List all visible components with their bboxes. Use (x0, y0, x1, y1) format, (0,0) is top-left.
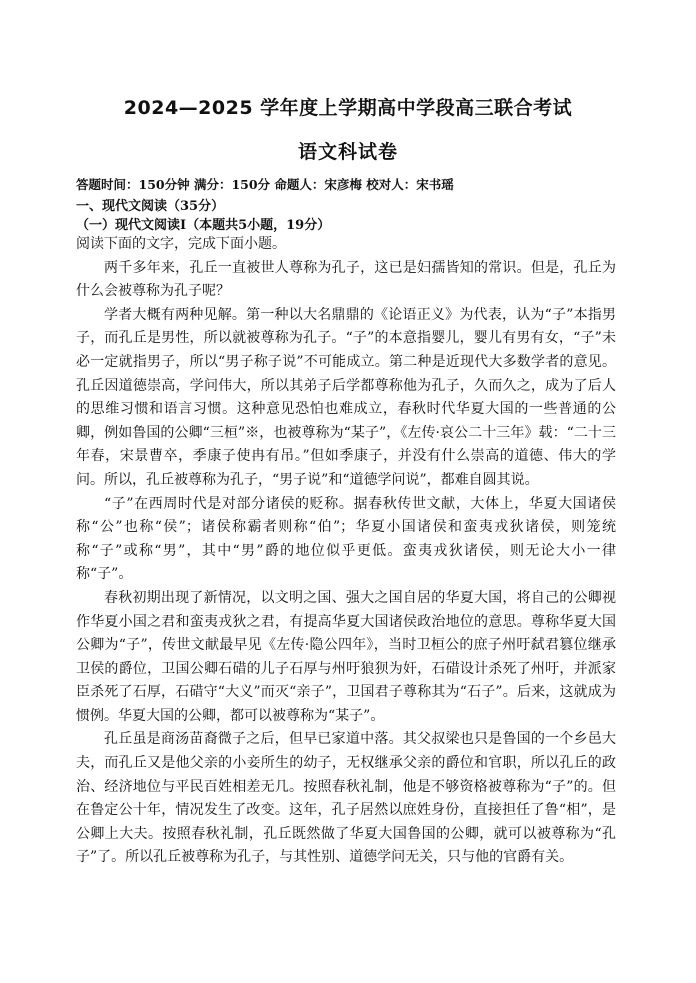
section-heading-part1-1: （一）现代文阅读Ⅰ（本题共5小题，19分） (76, 218, 331, 233)
exam-subtitle: 语文科试卷 (297, 141, 398, 163)
instruction-text: 阅读下面的文字，完成下面小题。 (76, 236, 286, 252)
passage-paragraph-4: 春秋初期出现了新情况，以文明之国、强大之国自居的华夏大国，将自己的公卿视作华夏小国之君和蛮夷戎狄之君，有提高华夏大国诸侯政治地位的意思。尊称华夏大国公卿为“子”，传世文献最早见《左传·隐公四年》，当时卫桓公的庶子州吁弑君篡位继承卫侯的爵位，卫国公卿石碏的儿子石厚与州吁狼狈为奸，石碏设计杀死了州吁，并派家臣杀死了石厚，石碏守“大义”而灭“亲子”，卫国君子尊称其为“石子”。后来，这就成为惯例。华夏大国的公卿，都可以被尊称为“某子”。 (76, 589, 616, 724)
exam-meta-info: 答题时间：150分钟 满分：150分 命题人：宋彦梅 校对人：宋书瑶 (76, 177, 454, 192)
passage-paragraph-5: 孔丘虽是商汤苗裔微子之后，但早已家道中落。其父叔梁也只是鲁国的一个乡邑大夫，而孔丘又是他父亲的小妾所生的幼子，无权继承父亲的爵位和官职，所以孔丘的政治、经济地位与平民百姓相差无几。按照春秋礼制，他是不够资格被尊称为“子”的。但在鲁定公十年，情况发生了改变。这年，孔子居然以庶姓身份，直接担任了鲁“相”，是公卿上大夫。按照春秋礼制，孔丘既然做了华夏大国鲁国的公卿，就可以被尊称为“孔子”了。所以孔丘被尊称为孔子，与其性别、道德学问无关，只与他的官爵有关。 (76, 731, 616, 866)
passage-paragraph-2: 学者大概有两种见解。第一种以大名鼎鼎的《论语正义》为代表，认为“子”本指男子，而孔丘是男性，所以就被尊称为孔子。“子”的本意指婴儿，婴儿有男有女，“子”未必一定就指男子，所以“男子称子说”不可能成立。第二种是近现代大多数学者的意见。孔丘因道德崇高，学问伟大，所以其弟子后学都尊称他为孔子，久而久之，成为了后人的思维习惯和语言习惯。这种意见恐怕也难成立，春秋时代华夏大国的一些普通的公卿，例如鲁国的公卿“三桓”※，也被尊称为“某子”，《左传·哀公二十三年》载：“二十三年春，宋景曹卒，季康子使冉有吊。”但如季康子，并没有什么崇高的道德、伟大的学问。所以，孔丘被尊称为孔子，“男子说”和“道德学问说”，都难自圆其说。 (76, 306, 616, 488)
section-heading-part1: 一、现代文阅读（35分） (76, 199, 225, 214)
passage-paragraph-1: 两千多年来，孔丘一直被世人尊称为孔子，这已是妇孺皆知的常识。但是，孔丘为什么会被尊称为孔子呢？ (76, 259, 616, 300)
reading-passage (76, 233, 616, 870)
passage-paragraph-3: “子”在西周时代是对部分诸侯的贬称。据春秋传世文献，大体上，华夏大国诸侯称“公”也称“侯”；诸侯称霸者则称“伯”；华夏小国诸侯和蛮夷戎狄诸侯，则笼统称“子”或称“男”，其中“男”爵的地位似乎更低。蛮夷戎狄诸侯，则无论大小一律称“子”。 (76, 495, 616, 583)
exam-title: 2024—2025 学年度上学期高中学段高三联合考试 (123, 97, 573, 119)
